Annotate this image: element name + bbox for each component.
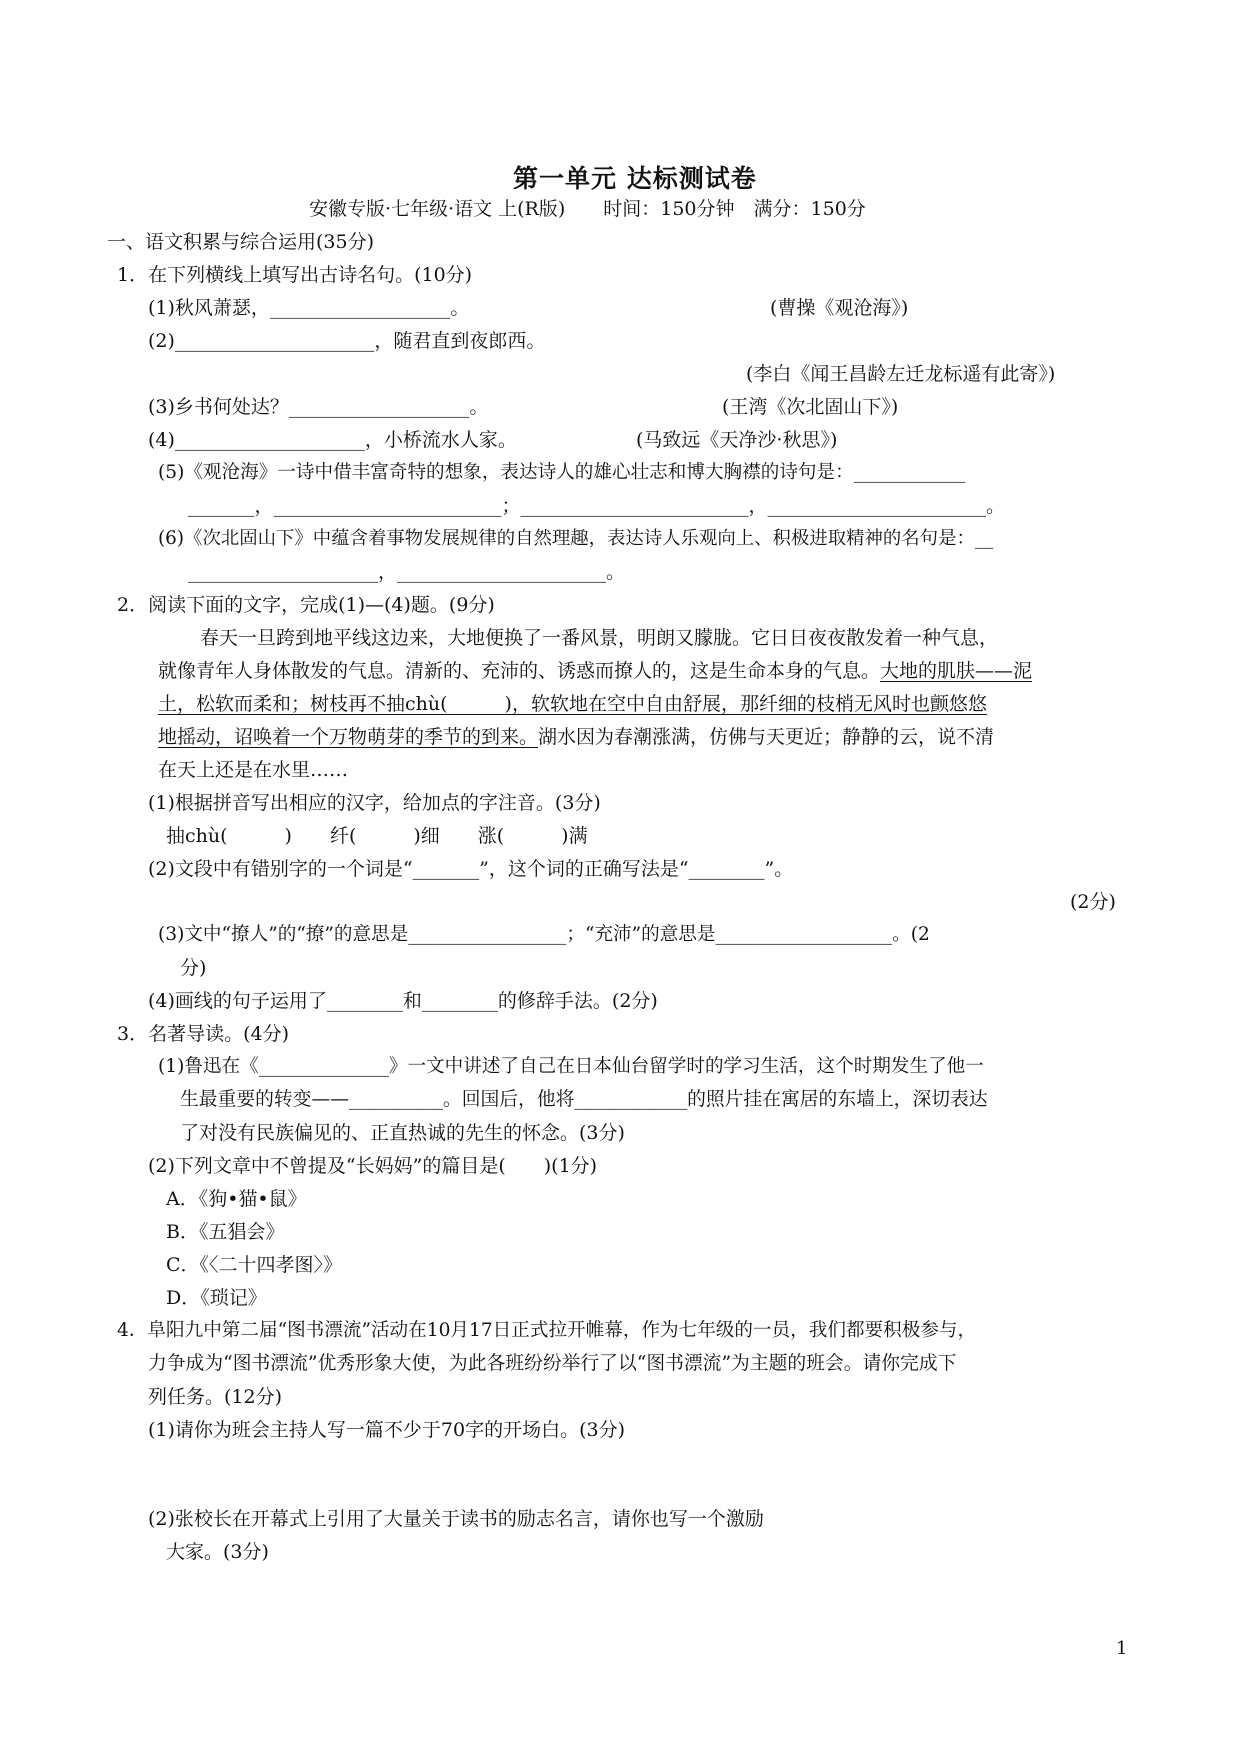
q3-stem: 3．名著导读。(4分) [117,1023,290,1045]
q2-sub-1-answers: 抽chù( ) 纤( )细 涨( )满 [166,825,588,847]
q3-sub-2: (2)下列文章中不曾提及“长妈妈”的篇目是( )(1分) [148,1155,598,1177]
q4-sub-2-line-1: (2)张校长在开幕式上引用了大量关于读书的励志名言，请你也写一个激励 [148,1508,764,1530]
q1-line-2-source: (李白《闻王昌龄左迁龙标遥有此寄》) [746,363,1056,385]
q4-sub-1: (1)请你为班会主持人写一篇不少于70字的开场白。(3分) [148,1419,626,1441]
q3-option-d: D．《琐记》 [166,1287,267,1309]
q1-line-5a: (5)《观沧海》一诗中借丰富奇特的想象，表达诗人的雄心壮志和博大胸襟的诗句是：____________ [158,462,966,483]
q1-line-4-source: (马致远《天净沙·秋思》) [636,429,838,451]
section-heading: 一、语文积累与综合运用(35分) [107,231,375,253]
q1-line-3-source: (王湾《次北固山下》) [722,396,899,418]
q2-passage-line-4 [158,728,994,747]
q2-sub-4: (4)画线的句子运用了________和________的修辞手法。(2分) [148,990,658,1012]
page-subtitle: 安徽专版·七年级·语文 上(R版) 时间：150分钟 满分：150分 [309,198,866,220]
q3-sub-1-line-3: 了对没有民族偏见的、正直热诚的先生的怀念。(3分) [180,1122,625,1144]
q4-stem-line-3: 列任务。(12分) [148,1386,283,1408]
q1-line-1: (1)秋风萧瑟，___________________。 [148,297,470,319]
q2-passage-line-2 [158,662,1032,681]
q2-passage-text: 湖水因为春潮涨满，仿佛与天更近；静静的云，说不清 [538,726,995,748]
q1-line-1-source: (曹操《观沧海》) [770,297,909,319]
q4-stem-line-2: 力争成为“图书漂流”优秀形象大使，为此各班纷纷举行了以“图书漂流”为主题的班会。请你完成下 [148,1353,957,1374]
q1-line-6a: (6)《次北固山下》中蕴含着事物发展规律的自然理趣，表达诗人乐观向上、积极进取精神的名句是：__ [158,528,994,549]
q2-stem: 2．阅读下面的文字，完成(1)—(4)题。(9分) [117,594,495,616]
q3-option-b: B．《五猖会》 [166,1221,285,1243]
q2-sub-3: (3)文中“撩人”的“撩”的意思是_________________；“充沛”的意思是___________________。(2 [158,924,930,945]
q2-underlined-text: 大地的肌肤——泥 [880,660,1033,682]
q3-option-a: A．《狗•猫•鼠》 [166,1188,307,1210]
q1-line-6b: ____________________，______________________。 [188,561,626,583]
q1-line-5b: _______，________________________；________________________，_______________________。 [188,495,1006,517]
q4-stem-line-1: 4．阜阳九中第二届“图书漂流”活动在10月17日正式拉开帷幕，作为七年级的一员，我们都要积极参与， [117,1320,977,1341]
q2-sub-3-cont: 分) [180,957,207,979]
q2-sub-1: (1)根据拼音写出相应的汉字，给加点的字注音。(3分) [148,792,601,814]
q2-passage-line-3: 土，松软而柔和；树枝再不抽chù( )，软软地在空中自由舒展，那纤细的枝梢无风时也颤悠悠 [158,693,987,715]
page-title: 第一单元 达标测试卷 [513,164,757,193]
q1-line-3: (3)乡书何处达？___________________。 [148,396,489,418]
q1-line-2: (2)_____________________，随君直到夜郎西。 [148,330,546,352]
q2-underlined-text: 地摇动，诏唤着一个万物萌芽的季节的到来。 [158,726,539,748]
q1-stem: 1．在下列横线上填写出古诗名句。(10分) [117,264,473,286]
q2-passage-line-5: 在天上还是在水里…… [158,759,349,781]
q3-option-c: C．《〈二十四孝图〉》 [166,1254,343,1276]
q1-line-4: (4)____________________，小桥流水人家。 [148,429,517,451]
q2-passage-line-1: 春天一旦跨到地平线这边来，大地便换了一番风景，明朗又朦胧。它日日夜夜散发着一种气息， [200,627,999,649]
q3-sub-1-line-1: (1)鲁迅在《______________》一文中讲述了自己在日本仙台留学时的学习生活，这个时期发生了他一 [158,1056,984,1077]
q2-passage-text: 就像青年人身体散发的气息。清新的、充沛的、诱惑而撩人的，这是生命本身的气息。 [158,660,881,682]
page-number: 1 [1116,1638,1128,1659]
q2-sub-2: (2)文段中有错别字的一个词是“_______”，这个词的正确写法是“________”。 [148,858,794,880]
q2-sub-2-score: (2分) [1070,891,1116,913]
q4-sub-2-line-2: 大家。(3分) [166,1541,269,1563]
q3-sub-1-line-2: 生最重要的转变——__________。回国后，他将____________的照片挂在寓居的东墙上，深切表达 [180,1089,988,1110]
